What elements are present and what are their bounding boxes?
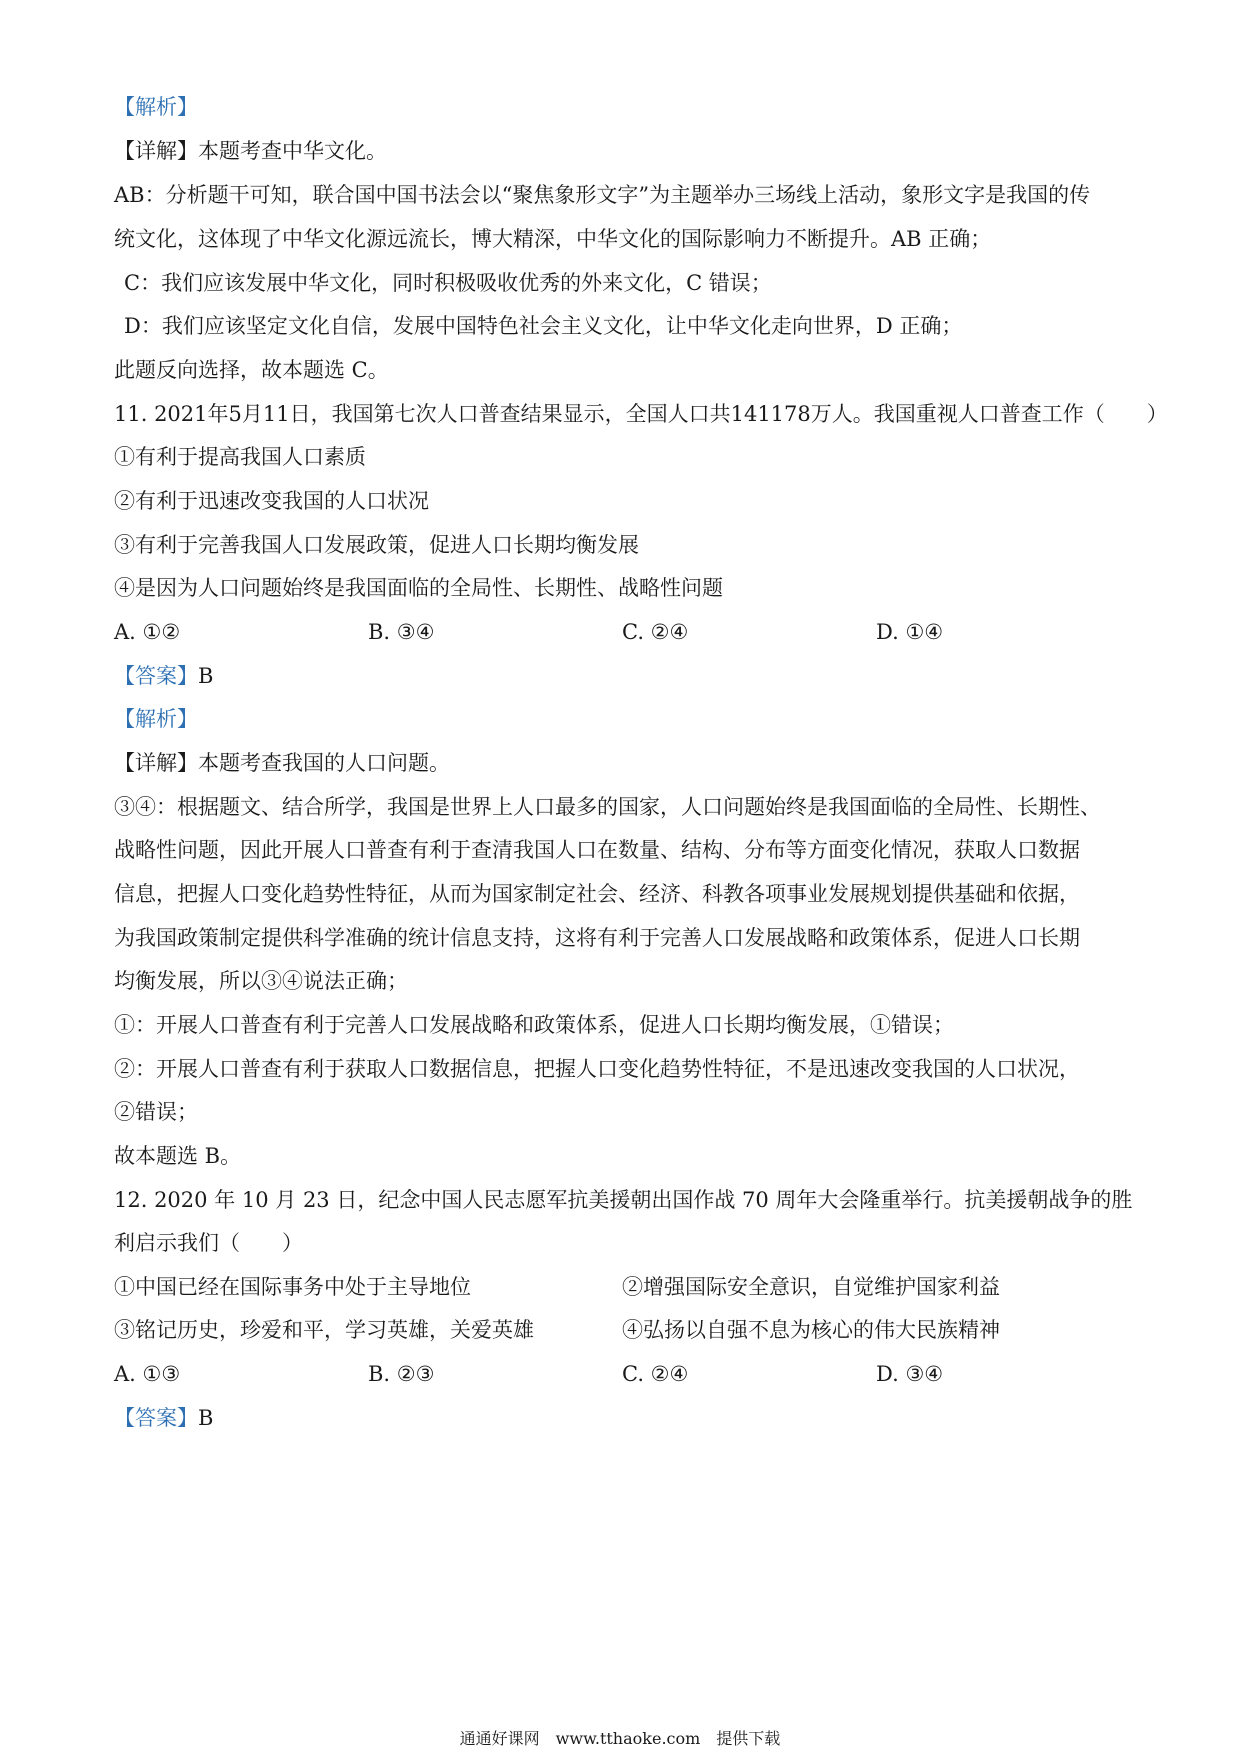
question-12-option-d: D. ③④ — [876, 1362, 944, 1386]
question-11-detail-line — [114, 748, 1134, 778]
explanation-ab-line-2: 统文化，这体现了中华文化源远流长，博大精深，中华文化的国际影响力不断提升。AB 正确； — [114, 227, 992, 251]
question-11-explanation-line-5: 均衡发展，所以③④说法正确； — [114, 969, 408, 993]
question-12-answer — [114, 1403, 1134, 1433]
detail-tag: 【详解】 — [114, 751, 198, 775]
detail-tag: 【详解】 — [114, 139, 198, 163]
detail-line — [114, 136, 1134, 166]
question-11-explanation-line-3: 信息，把握人口变化趋势性特征，从而为国家制定社会、经济、科教各项事业发展规划提供基础和依据， — [114, 882, 1080, 906]
question-11-explanation-line-2: 战略性问题，因此开展人口普查有利于查清我国人口在数量、结构、分布等方面变化情况，获取人口数据 — [114, 838, 1080, 862]
question-11-explanation-line-6: ①：开展人口普查有利于完善人口发展战略和政策体系，促进人口长期均衡发展，①错误； — [114, 1013, 954, 1037]
answer-tag: 【答案】 — [114, 1406, 198, 1430]
analysis-heading — [114, 92, 1134, 122]
detail-text: 本题考查中华文化。 — [198, 139, 387, 163]
explanation-c: C：我们应该发展中华文化，同时积极吸收优秀的外来文化，C 错误； — [124, 271, 772, 295]
question-12-stem-line-1: 12. 2020 年 10 月 23 日，纪念中国人民志愿军抗美援朝出国作战 70 周年大会隆重举行。抗美援朝战争的胜 — [114, 1188, 1133, 1212]
question-11-option-d: D. ①④ — [876, 620, 944, 644]
question-12-statement-4: ④弘扬以自强不息为核心的伟大民族精神 — [622, 1318, 1000, 1342]
analysis-tag: 【解析】 — [114, 707, 198, 731]
question-11-explanation-line-7: ②：开展人口普查有利于获取人口数据信息，把握人口变化趋势性特征，不是迅速改变我国的人口状况， — [114, 1057, 1080, 1081]
page-footer: 通通好课网 www.tthaoke.com 提供下载 — [459, 1729, 781, 1748]
analysis-tag: 【解析】 — [114, 95, 198, 119]
question-11-analysis-heading — [114, 704, 1134, 734]
explanation-ab-line-1: AB：分析题干可知，联合国中国书法会以“聚焦象形文字”为主题举办三场线上活动，象形文字是我国的传 — [114, 183, 1091, 207]
question-11-conclusion: 故本题选 B。 — [114, 1144, 242, 1168]
detail-text: 本题考查我国的人口问题。 — [198, 751, 450, 775]
question-12-option-b: B. ②③ — [368, 1362, 435, 1386]
question-11-explanation-line-8: ②错误； — [114, 1100, 198, 1124]
question-12-statement-3: ③铭记历史，珍爱和平，学习英雄，关爱英雄 — [114, 1318, 534, 1342]
question-11-option-a: A. ①② — [114, 620, 181, 644]
answer-tag: 【答案】 — [114, 664, 198, 688]
question-11-option-b: B. ③④ — [368, 620, 435, 644]
question-11-explanation-line-4: 为我国政策制定提供科学准确的统计信息支持，这将有利于完善人口发展战略和政策体系，促进人口长期 — [114, 926, 1080, 950]
question-11-explanation-line-1: ③④：根据题文、结合所学，我国是世界上人口最多的国家，人口问题始终是我国面临的全局性、长期性、 — [114, 795, 1101, 819]
question-12-statement-2: ②增强国际安全意识，自觉维护国家利益 — [622, 1275, 1000, 1299]
question-11-stem: 11. 2021年5月11日，我国第七次人口普查结果显示，全国人口共141178万人。我国重视人口普查工作（ ） — [114, 402, 1168, 426]
question-12-statement-1: ①中国已经在国际事务中处于主导地位 — [114, 1275, 471, 1299]
question-11-option-c: C. ②④ — [622, 620, 689, 644]
question-12-stem-line-2: 利启示我们（ ） — [114, 1231, 303, 1255]
question-11-statement-3: ③有利于完善我国人口发展政策，促进人口长期均衡发展 — [114, 533, 639, 557]
question-11-statement-1: ①有利于提高我国人口素质 — [114, 445, 366, 469]
question-12-option-a: A. ①③ — [114, 1362, 181, 1386]
conclusion: 此题反向选择，故本题选 C。 — [114, 358, 389, 382]
answer-value: B — [198, 664, 214, 688]
answer-value: B — [198, 1406, 214, 1430]
explanation-d: D：我们应该坚定文化自信，发展中国特色社会主义文化，让中华文化走向世界，D 正确； — [124, 314, 963, 338]
question-12-option-c: C. ②④ — [622, 1362, 689, 1386]
question-11-answer — [114, 661, 1134, 691]
question-11-statement-4: ④是因为人口问题始终是我国面临的全局性、长期性、战略性问题 — [114, 576, 723, 600]
question-11-statement-2: ②有利于迅速改变我国的人口状况 — [114, 489, 429, 513]
